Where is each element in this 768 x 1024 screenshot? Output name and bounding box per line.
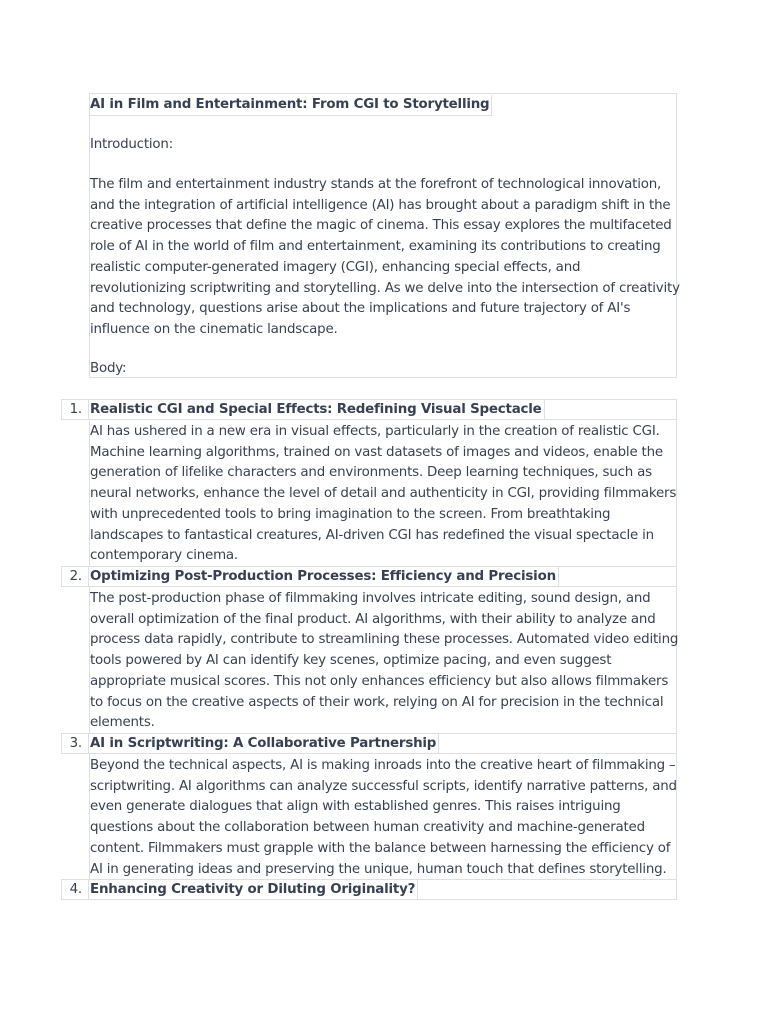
- intro-paragraph: The film and entertainment industry stands at the forefront of technological innovation, and the integration of artificial intelligence (AI) has brought about a paradigm shift in the creative processes that define the magic of cinema. This essay explores the multifaceted role of AI in the world of film and entertainment, examining its contributions to creating realistic computer-generated imagery (CGI), enhancing special effects, and revolutionizing scriptwriting and storytelling. As we delve into the intersection of creativity and technology, questions arise about the implications and future trajectory of AI's influence on the cinematic landscape.: [90, 177, 680, 337]
- section-2-paragraph: The post-production phase of filmmaking involves intricate editing, sound design, and overall optimization of the final product. AI algorithms, with their ability to analyze and process data rapidly, contribute to streamlining these processes. Automated video editing tools powered by AI can identify key scenes, optimize pacing, and even suggest appropriate musical scores. This not only enhances efficiency but also allows filmmakers to focus on the creative aspects of their work, relying on AI for precision in the technical elements.: [90, 591, 679, 731]
- section-1-header: [61, 399, 677, 420]
- section-3-paragraph: Beyond the technical aspects, AI is making inroads into the creative heart of filmmaking – scriptwriting. AI algorithms can analyze successful scripts, identify narrative patterns, and even generate dialogues that align with established genres. This raises intriguing questions about the collaboration between human creativity and machine-generated content. Filmmakers must grapple with the balance between harnessing the efficiency of AI in generating ideas and preserving the unique, human touch that defines storytelling.: [90, 758, 677, 877]
- section-4-heading: Enhancing Creativity or Diluting Originality?: [90, 880, 418, 899]
- section-1-number: 1.: [62, 400, 89, 419]
- section-3-heading: AI in Scriptwriting: A Collaborative Partnership: [90, 734, 439, 753]
- section-4-number: 4.: [62, 880, 89, 899]
- section-2-heading: Optimizing Post-Production Processes: Efficiency and Precision: [90, 567, 559, 586]
- body-label: Body:: [90, 361, 127, 376]
- section-1-paragraph: AI has ushered in a new era in visual effects, particularly in the creation of realistic CGI. Machine learning algorithms, trained on vast datasets of images and videos, enable the generation of lifelike characters and environments. Deep learning techniques, such as neural networks, enhance the level of detail and authenticity in CGI, providing filmmakers with unprecedented tools to bring imagination to the screen. From breathtaking landscapes to fantastical creatures, AI-driven CGI has redefined the visual spectacle in contemporary cinema.: [90, 424, 677, 564]
- section-1-heading: Realistic CGI and Special Effects: Redefining Visual Spectacle: [90, 400, 545, 419]
- section-2-number: 2.: [62, 567, 89, 586]
- section-3-header: [61, 733, 677, 754]
- intro-label: Introduction:: [90, 137, 174, 152]
- document-title: AI in Film and Entertainment: From CGI to Storytelling: [90, 95, 492, 116]
- section-4-header: [61, 879, 677, 900]
- section-3-number: 3.: [62, 734, 89, 753]
- section-2-header: [61, 566, 677, 587]
